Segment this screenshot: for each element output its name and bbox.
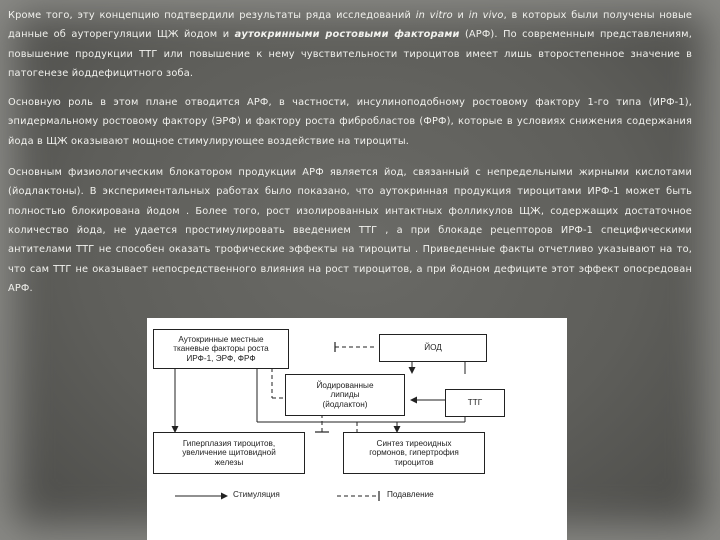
box-hormone-synthesis: Синтез тиреоидных гормонов, гипертрофия тироцитов: [343, 432, 485, 474]
legend-suppression: Подавление: [387, 490, 434, 499]
legend-stimulation: Стимуляция: [233, 490, 280, 499]
text-content: [8, 6, 692, 310]
box-iod: ЙОД: [379, 334, 487, 362]
box-growth-factors: Аутокринные местные тканевые факторы роста ИРФ-1, ЭРФ, ФРФ: [153, 329, 289, 369]
p1-and: и: [452, 10, 469, 21]
paragraph-2: Основную роль в этом плане отводится АРФ, в частности, инсулиноподобному ростовому фактору 1-го типа (ИРФ-1), эпидермальному ростовому фактору (ЭРФ) и фактору роста фибробластов (ФРФ), которые в условиях снижения содержания йода в ЩЖ оказывают мощное стимулирующее воздействие на тироциты.: [8, 97, 692, 147]
box-ttg: ТТГ: [445, 389, 505, 417]
box-iodinated-lipids: Йодированные липиды (йодлактон): [285, 374, 405, 416]
in-vitro-term: in vitro: [415, 10, 453, 21]
box-hyperplasia: Гиперплазия тироцитов, увеличение щитовидной железы: [153, 432, 305, 474]
p1-text-b: , в которых были получены новые данные об ауторегуляции ЩЖ йодом и: [8, 10, 693, 41]
arf-term: аутокринными ростовыми факторами: [234, 29, 460, 41]
p1-text-c: (АРФ). По современным представлениям, повышение продукции ТТГ или повышение к нему чувствительности тироцитов имеет лишь второстепенное значение в патогенезе йоддефицитного зоба.: [8, 29, 692, 79]
in-vivo-term: in vivo: [468, 10, 504, 21]
p1-text-a: Кроме того, эту концепцию подтвердили результаты ряда исследований: [8, 10, 416, 21]
paragraph-1: [8, 6, 692, 83]
regulation-diagram: [147, 318, 567, 540]
paragraph-3: Основным физиологическим блокатором продукции АРФ является йод, связанный с непредельными жирными кислотами (йодлактоны). В экспериментальных работах было показано, что аутокринная продукция тироцитами ИРФ-1 может быть полностью блокирована йодом . Более того, рост изолированных интактных фолликулов ЩЖ, содержащих достаточное количество йода, не удается простимулировать введением ТТГ , а при блокаде рецепторов ИРФ-1 специфическими антителами ТТГ не способен оказать трофические эффекты на тироциты . Приведенные факты отчетливо указывают на то, что сам ТТГ не оказывает непосредственного влияния на рост тироцитов, а при йодном дефиците этот эффект опосредован АРФ.: [8, 167, 692, 294]
